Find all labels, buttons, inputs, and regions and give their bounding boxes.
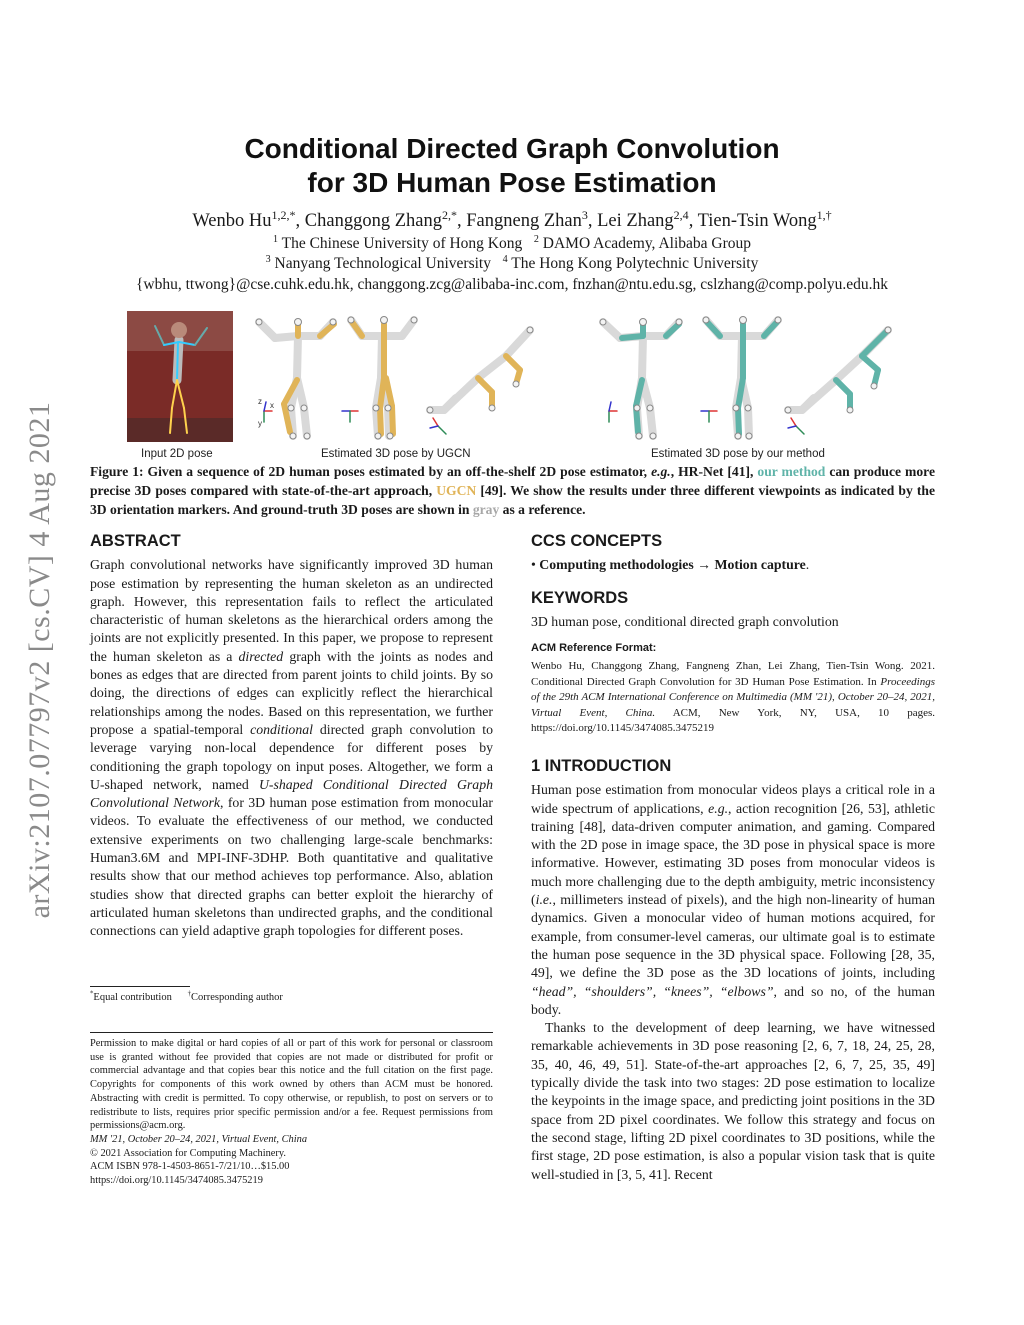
orientation-marker-side-ours [701, 411, 717, 422]
intro-paragraph-1: Human pose estimation from monocular videos plays a critical role in a wide spectrum of applications, e.g., action recognition [26, 53], athletic training [48], data-driven computer animation, and gaming. Compared with the 2D pose in image space, the 3D pose in physical space is more informative. However, estimating 3D poses from monocular videos is much more challenging due to the depth ambiguity, metric inconsistency (i.e., millimeters instead of pixels), and the high non-linearity of human dynamics. Given a monocular video of human motions acquired, for example, from consumer-level cameras, our ultimate goal is to estimate the human pose sequence in the 3D physical space. Following [28, 35, 49], we define the 3D pose as the 3D locations of joints, including “head”, “shoulders”, “knees”, “elbows”, and so no, of the human body. [531, 782, 935, 1017]
orientation-marker-top-ours [788, 418, 804, 434]
right-column [531, 532, 935, 1184]
footnote-rule [90, 986, 190, 987]
acm-ref-text: Wenbo Hu, Changgong Zhang, Fangneng Zhan, Lei Zhang, Tien-Tsin Wong. 2021. Conditional Directed Graph Convolution for 3D Human Pose Estimation. In Proceedings of the 29th ACM International Conference on Multimedia (MM '21), October 20–24, 2021, Virtual Event, China. ACM, New York, NY, USA, 10 pages. https://doi.org/10.1145/3474085.3475219 [531, 660, 936, 735]
permission-block [90, 1037, 493, 1188]
input-photo [127, 311, 233, 442]
affiliation-line-2: $^3$ Nanyang Technological University $^4$ The Hong Kong Polytechnic University [265, 253, 759, 272]
ugcn-pose-side [348, 317, 417, 440]
author: Wenbo $Hu^{1,2,*}$ [192, 207, 296, 231]
author: Lei Zhang$^{2,4}$ [597, 207, 689, 231]
footnotes: *Equal contribution †Corresponding author [90, 990, 283, 1003]
permission-doi[interactable]: https://doi.org/10.1145/3474085.3475219 [90, 1175, 263, 1187]
intro-heading: 1 INTRODUCTION [531, 756, 672, 775]
axis-label-z: z [258, 397, 262, 406]
author: Tien-Tsin Wong$^{1,\dagger}$ [697, 207, 832, 231]
figure-1-graphic [0, 300, 1024, 462]
abstract-section [90, 532, 493, 941]
orientation-marker-front-ours [609, 402, 617, 422]
author: Changgong Zhang$^{2,*}$ [304, 207, 457, 231]
intro-paragraph-2: Thanks to the development of deep learning, we have witnessed remarkable achievements in 3D pose reasoning [2, 6, 7, 18, 24, 25, 28, 35, 40, 46, 49, 51]. State-of-the-art approaches [2, 6, 7, 25, 35, 49] typically divide the task into two stages: 2D pose estimation to localize the keypoints in the image space, and predicting joint positions in the 3D space from 2D pixel coordinates. We follow this strategy and focus on the second stage, lifting 2D pixel coordinates to 3D positions, while the first stage, 2D pose estimation, is also a popular vision task that is quite well-studied in [3, 5, 41]. Recent [531, 1020, 935, 1182]
caption-gray: gray [472, 502, 500, 517]
keywords-heading: KEYWORDS [531, 588, 629, 607]
figure-label-ours: Estimated 3D pose by our method [651, 448, 825, 460]
figure-1 [0, 300, 1024, 462]
caption-ugcn: UGCN [436, 483, 477, 498]
ours-pose-front [600, 319, 682, 440]
ccs-concepts: • Computing methodologies → Motion capture. [531, 557, 810, 573]
permission-isbn: ACM ISBN 978-1-4503-8651-7/21/10…$15.00 [90, 1161, 290, 1173]
abstract-heading: ABSTRACT [90, 532, 181, 550]
keywords-text: 3D human pose, conditional directed graph convolution [531, 613, 839, 629]
author-emails: {wbhu, ttwong}@cse.cuhk.edu.hk, changgong.zcg@alibaba-inc.com, fnzhan@ntu.edu.sg, cslzhang@comp.polyu.edu.hk [135, 276, 889, 293]
author-list: Wenbo $Hu^{1,2,*}$, Changgong Zhang$^{2,*}$, Fangneng Zhan$^3$, Lei Zhang$^{2,4}$, Tien-Tsin Wong$^{1,\dagger}$ [192, 207, 832, 231]
permission-text: Permission to make digital or hard copies of all or part of this work for personal or classroom use is granted without fee provided that copies are not made or distributed for profit or commercial advantage and that copies bear this notice and the full citation on the first page. Copyrights for components of this work owned by others than ACM must be honored. Abstracting with credit is permitted. To copy otherwise, or republish, to post on servers or to redistribute to lists, requires prior specific permission and/or a fee. Request permissions from permissions@acm.org. [90, 1038, 493, 1132]
figure-label-ugcn: Estimated 3D pose by UGCN [321, 448, 471, 460]
permission-rule [90, 1032, 493, 1033]
axis-label-x: x [270, 401, 274, 410]
permission-copyright: © 2021 Association for Computing Machinery. [90, 1147, 286, 1159]
ccs-heading: CCS CONCEPTS [531, 532, 663, 550]
axis-label-y: y [258, 419, 262, 428]
author: Fangneng Zhan$^3$ [466, 207, 588, 231]
figure-caption: Figure 1: Given a sequence of 2D human poses estimated by an off-the-shelf 2D pose estimator, e.g., HR-Net [41], our method can produce more precise 3D poses compared with state-of-the-art approach, UGCN [49]. We show the results under three different viewpoints as indicated by the 3D orientation markers. And ground-truth 3D poses are shown in gray as a reference. [90, 464, 936, 517]
orientation-marker-side-ugcn [342, 411, 358, 422]
title-line-2: for 3D Human Pose Estimation [307, 167, 717, 198]
ugcn-pose-front [256, 319, 336, 440]
ours-pose-top [785, 327, 891, 413]
title-line-1: Conditional Directed Graph Convolution [244, 133, 780, 164]
arxiv-id: arXiv:2107.07797v2 [cs.CV] 4 Aug 2021 [23, 401, 56, 919]
ours-pose-side [703, 317, 781, 440]
caption-our-method: our method [757, 464, 826, 479]
paper-title [0, 132, 1024, 200]
permission-venue: MM '21, October 20–24, 2021, Virtual Event, China [90, 1133, 308, 1145]
abstract-text: Graph convolutional networks have significantly improved 3D human pose estimation by representing the human skeleton as an undirected graph. However, this representation fails to reflect the articulated characteristic of human skeletons as the hierarchical orders among the joints are not explicitly presented. In this paper, we propose to represent the human skeleton as a directed graph with the joints as nodes and bones as edges that are directed from parent joints to child joints. By so doing, the directions of edges can explicitly reflect the hierarchical relationships among the nodes. Based on this representation, we further propose a spatial-temporal conditional directed graph convolution to leverage varying non-local dependence for different poses by conditioning the graph topology on input poses. Altogether, we form a U-shaped network, named U-shaped Conditional Directed Graph Convolutional Network, for 3D human pose estimation from monocular videos. To evaluate the effectiveness of our method, we conducted extensive experiments on two challenging large-scale benchmarks: Human3.6M and MPI-INF-3DHP. Both quantitative and qualitative results show that our method achieves top performance. Also, ablation studies show that directed graphs can better exploit the hierarchy of articulated human skeletons than undirected graphs, and the conditional connections can yield adaptive graph topologies for different poses. [90, 557, 493, 939]
orientation-marker-top-ugcn [430, 418, 446, 434]
figure-label-input: Input 2D pose [141, 448, 213, 460]
acm-ref-heading: ACM Reference Format: [531, 642, 657, 655]
ugcn-pose-top [427, 327, 533, 413]
affiliation-line-1: $^1$ The Chinese University of Hong Kong $^2$ DAMO Academy, Alibaba Group [272, 233, 752, 252]
